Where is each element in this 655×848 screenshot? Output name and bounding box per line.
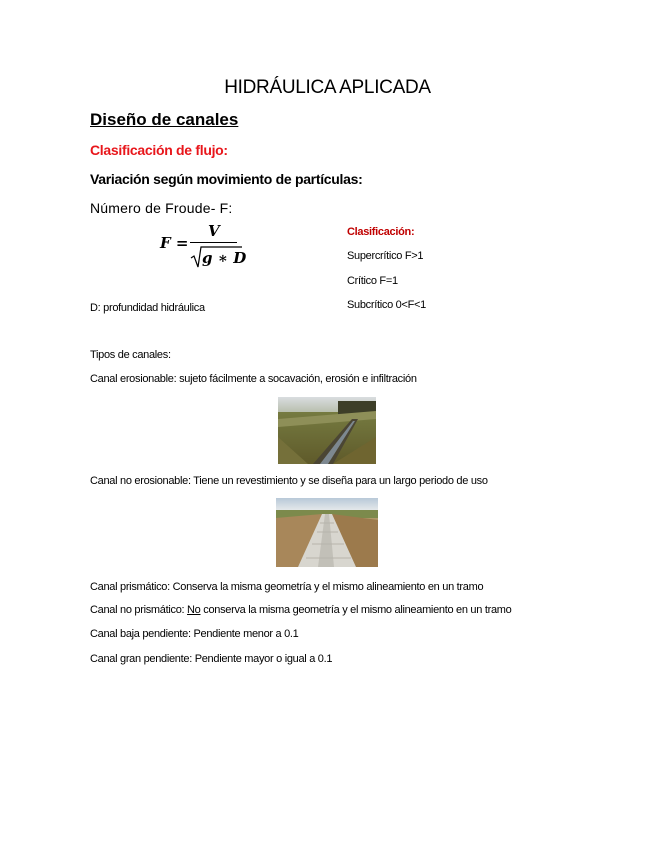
- section-heading: Diseño de canales: [90, 110, 239, 129]
- non-prismatic-prefix: Canal no prismático:: [90, 604, 188, 616]
- subheading: Variación según movimiento de partículas:: [90, 171, 363, 187]
- classification-item: Crítico F=1: [347, 275, 398, 287]
- subsection-heading: Clasificación de flujo:: [90, 142, 228, 158]
- classification-heading: Clasificación:: [347, 226, 415, 238]
- lined-channel-photo: [276, 498, 378, 567]
- froude-label: Número de Froude- F:: [90, 200, 233, 216]
- prismatic-channel-text: Canal prismático: Conserva la misma geometría y el mismo alineamiento en un tramo: [90, 581, 484, 593]
- erosionable-channel-text: Canal erosionable: sujeto fácilmente a socavación, erosión e infiltración: [90, 373, 417, 385]
- formula-lhs: F =: [160, 234, 189, 252]
- non-prismatic-suffix: conserva la misma geometría y el mismo alineamiento en un tramo: [200, 604, 512, 616]
- classification-item: Supercrítico F>1: [347, 250, 424, 262]
- fraction-bar: [190, 242, 237, 243]
- formula-denominator: [190, 246, 247, 268]
- classification-item: Subcrítico 0<F<1: [347, 299, 426, 311]
- formula-denominator-text: g ∗ D: [202, 249, 247, 267]
- non-prismatic-emphasis: No: [187, 604, 201, 616]
- formula-numerator: V: [208, 222, 220, 240]
- steep-slope-channel-text: Canal gran pendiente: Pendiente mayor o igual a 0.1: [90, 653, 333, 665]
- non-erosionable-channel-text: Canal no erosionable: Tiene un revestimiento y se diseña para un largo periodo de uso: [90, 475, 488, 487]
- low-slope-channel-text: Canal baja pendiente: Pendiente menor a 0.1: [90, 628, 299, 640]
- page-title: HIDRÁULICA APLICADA: [224, 77, 431, 98]
- depth-note: D: profundidad hidráulica: [90, 302, 205, 314]
- non-prismatic-channel-text: [90, 604, 511, 616]
- erosionable-channel-photo: [278, 397, 376, 464]
- channel-types-heading: Tipos de canales:: [90, 349, 171, 361]
